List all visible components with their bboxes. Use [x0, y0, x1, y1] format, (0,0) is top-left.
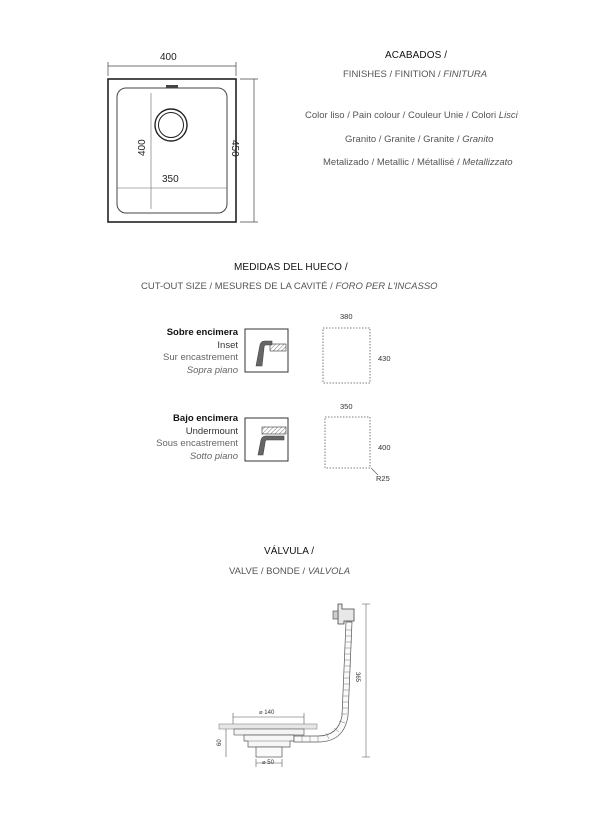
valve-overflow-head: [338, 604, 354, 624]
finishes-subtitle: FINISHES / FINITION / FINITURA: [343, 69, 488, 80]
valve-dim-left-label: 60: [217, 739, 223, 746]
inset-label-fr: Sur encastrement: [163, 352, 238, 363]
undermount-width-label: 350: [340, 402, 353, 411]
finish-row-plain-colour: Color liso / Pain colour / Couleur Unie / Colori Lisci: [305, 110, 518, 121]
undermount-height-label: 400: [378, 443, 391, 452]
undermount-radius-label: R25: [376, 474, 390, 483]
undermount-label-es: Bajo encimera: [173, 413, 238, 424]
finishes-title: ACABADOS /: [385, 50, 448, 61]
undermount-label-it: Sotto piano: [189, 450, 238, 462]
inset-label-es: Sobre encimera: [166, 327, 238, 338]
valve-dim-top-label: ⌀ 140: [259, 710, 275, 716]
finish-row-granite: Granito / Granite / Granite / Granito: [345, 134, 494, 145]
undermount-label-en: Undermount: [185, 425, 238, 437]
inset-label-en: Inset: [217, 339, 238, 351]
inset-label-it: Sopra piano: [186, 364, 238, 376]
inset-width-label: 380: [340, 312, 353, 321]
undermount-label-fr: Sous encastrement: [156, 438, 238, 449]
dim-label-height: 450: [229, 140, 240, 157]
valve-sink-plate: [219, 724, 317, 729]
valve-tailpiece: [256, 747, 282, 757]
valve-dim-bottom-label: ⌀ 50: [262, 760, 274, 766]
valve-title: VÁLVULA /: [264, 546, 315, 557]
dim-label-inner-width: 350: [162, 174, 179, 185]
finish-row-metallic: Metalizado / Metallic / Métallisé / Metallizzato: [323, 157, 513, 168]
cutout-title: MEDIDAS DEL HUECO /: [234, 262, 348, 273]
inset-height-label: 430: [378, 354, 391, 363]
dim-label-width: 400: [160, 52, 177, 63]
valve-subtitle: VALVE / BONDE / VALVOLA: [229, 566, 351, 577]
cutout-subtitle: CUT-OUT SIZE / MESURES DE LA CAVITÉ / FORO PER L'INCASSO: [141, 281, 438, 292]
dim-label-inner-height: 400: [137, 139, 148, 156]
valve-dim-height-label: 365: [354, 672, 360, 683]
